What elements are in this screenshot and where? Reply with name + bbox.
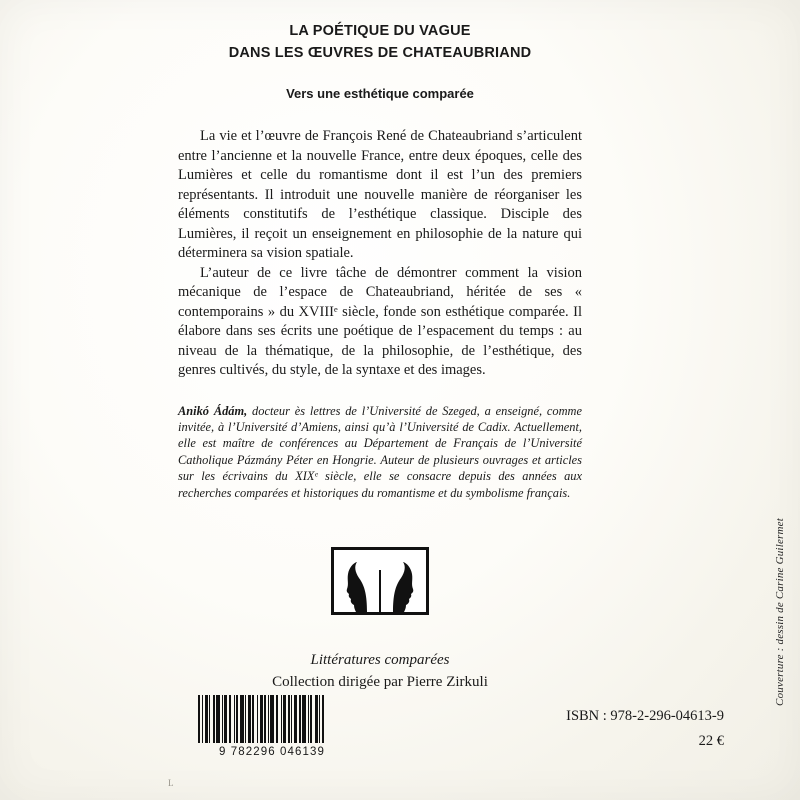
- two-faces-logo-icon: [331, 547, 429, 615]
- title-line-1: LA POÉTIQUE DU VAGUE: [289, 23, 471, 39]
- blurb-paragraph-1: La vie et l’œuvre de François René de Chateaubriand s’articulent entre l’ancienne et la nouvelle France, entre deux époques, celle des Lumières et celle du romantisme dont il est l’un des premiers représentants. Il introduit une nouvelle manière de réorganiser les éléments constitutifs de l’esthétique classique. Disciple des Lumières, il reçoit un enseignement en philosophie de la nature qui déterminera sa vision spatiale.: [178, 128, 582, 261]
- price-value: 22 €: [698, 733, 724, 749]
- collection-name: Littératures comparées: [310, 651, 450, 668]
- publisher-mark: L: [168, 778, 174, 788]
- bottom-bar: [180, 688, 760, 774]
- author-bio: [178, 403, 582, 501]
- book-subtitle: Vers une esthétique comparée: [286, 86, 474, 101]
- author-bio-text: docteur ès lettres de l’Université de Szeged, a enseigné, comme invitée, à l’Université d’Amiens, ainsi qu’à l’Université de Cadix. Actuellement, elle est maître de conférences au Département de Français de l’Université Catholique Pázmány Péter en Hongrie. Auteur de plusieurs ouvrages et articles sur les écrivains du XIXᵉ siècle, elle se consacre depuis des années aux recherches comparées et historiques du romantisme et du symbolisme français.: [178, 403, 583, 500]
- back-cover-blurb: [178, 127, 582, 381]
- blurb-paragraph-2: L’auteur de ce livre tâche de démontrer comment la vision mécanique de l’espace de Chateaubriand, héritée de ses « contemporains » du XVIIIᵉ siècle, fonde son esthétique comparée. Il élabore dans ses écrits une poétique de l’espacement du temps : au niveau de la thématique, de la philosophie, de l’esthétique, des genres cultivés, du style, de la syntaxe et des images.: [178, 264, 582, 378]
- book-title: [178, 20, 582, 64]
- barcode-bars: [198, 695, 346, 743]
- title-line-2: DANS LES ŒUVRES DE CHATEAUBRIAND: [228, 45, 532, 61]
- barcode: [198, 695, 346, 758]
- isbn-value: ISBN : 978-2-296-04613-9: [566, 708, 724, 724]
- barcode-number: 9 782296 046139: [218, 746, 326, 758]
- collection-director: Collection dirigée par Pierre Zirkuli: [272, 673, 488, 690]
- cover-content: [178, 20, 582, 693]
- isbn-block: [566, 704, 724, 754]
- cover-credit: Couverture : dessin de Carine Guilermet: [774, 518, 786, 706]
- collection-block: [178, 649, 582, 693]
- author-name: Anikó Ádám,: [178, 403, 248, 418]
- publisher-logo-wrap: [178, 547, 582, 615]
